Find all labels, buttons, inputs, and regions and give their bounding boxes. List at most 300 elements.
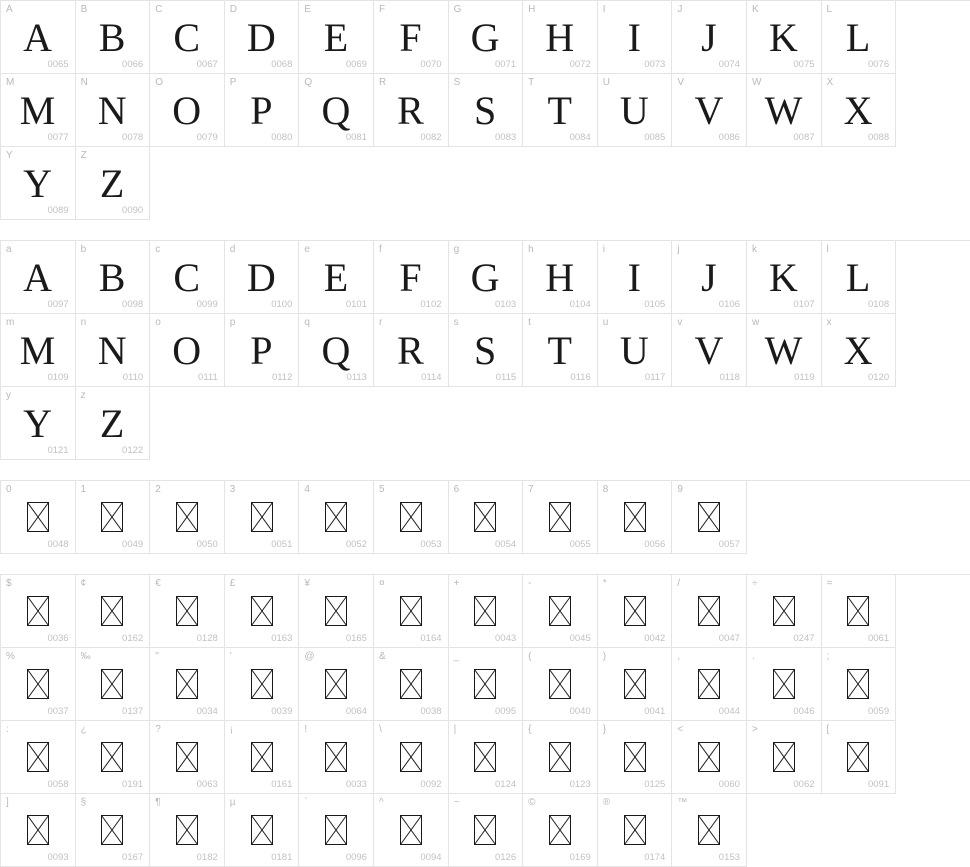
glyph-char-label: ] [6, 797, 9, 808]
glyph-cell[interactable] [76, 1, 151, 74]
glyph-char-label: . [751, 651, 755, 662]
notdef-glyph-icon [847, 596, 869, 626]
glyph-render: F [399, 254, 423, 300]
glyph-render: Z [99, 400, 125, 446]
glyph-cell[interactable] [1, 648, 76, 721]
glyph-cell[interactable] [672, 314, 747, 387]
glyph-render [598, 733, 672, 781]
notdef-glyph-icon [101, 742, 123, 772]
glyph-cell[interactable] [150, 74, 225, 147]
glyph-cell[interactable] [374, 575, 449, 648]
glyph-char-label: } [602, 724, 607, 735]
glyph-cell[interactable] [747, 575, 822, 648]
glyph-cell[interactable] [374, 481, 449, 554]
glyph-render: Y [23, 400, 53, 446]
notdef-glyph-icon [549, 669, 571, 699]
glyph-cell[interactable] [747, 74, 822, 147]
notdef-glyph-icon [251, 669, 273, 699]
glyph-cell[interactable] [76, 721, 151, 794]
notdef-glyph-icon [400, 742, 422, 772]
glyph-render [523, 733, 597, 781]
glyph-cell[interactable] [523, 794, 598, 867]
notdef-glyph-icon [624, 815, 646, 845]
glyph-code-label: 0046 [793, 706, 815, 717]
glyph-cell[interactable] [76, 74, 151, 147]
glyph-cell[interactable] [225, 74, 300, 147]
glyph-cell[interactable] [672, 648, 747, 721]
glyph-cell[interactable] [299, 575, 374, 648]
glyph-cell[interactable] [76, 794, 151, 867]
glyph-code-label: 0098 [122, 299, 144, 310]
glyph-cell[interactable] [76, 575, 151, 648]
glyph-cell[interactable] [747, 314, 822, 387]
glyph-cell[interactable] [225, 721, 300, 794]
glyph-cell[interactable] [1, 481, 76, 554]
glyph-cell[interactable] [1, 241, 76, 314]
glyph-code-label: 0103 [495, 299, 517, 310]
glyph-render: P [250, 87, 273, 133]
glyph-code-label: 0075 [793, 59, 815, 70]
glyph-code-label: 0085 [644, 132, 666, 143]
glyph-code-label: 0182 [196, 852, 218, 863]
glyph-char-label: $ [6, 578, 12, 589]
glyph-cell[interactable] [523, 721, 598, 794]
glyph-cell[interactable] [598, 575, 673, 648]
glyph-char-label: § [80, 797, 87, 808]
glyph-char-label: n [80, 317, 87, 328]
glyph-render: M [19, 87, 56, 133]
glyph-render: J [701, 254, 718, 300]
glyph-code-label: 0070 [420, 59, 442, 70]
glyph-char-label: / [677, 578, 681, 589]
glyph-code-label: 0056 [644, 539, 666, 550]
notdef-glyph-icon [773, 596, 795, 626]
notdef-glyph-icon [549, 815, 571, 845]
glyph-render [1, 733, 75, 781]
notdef-glyph-icon [624, 742, 646, 772]
notdef-glyph-icon [101, 669, 123, 699]
glyph-char-label: c [155, 244, 161, 255]
glyph-render: S [473, 327, 497, 373]
glyph-cell[interactable] [150, 314, 225, 387]
notdef-glyph-icon [325, 815, 347, 845]
glyph-code-label: 0043 [495, 633, 517, 644]
glyph-code-label: 0038 [420, 706, 442, 717]
glyph-char-label: = [826, 578, 833, 589]
glyph-char-label: : [6, 724, 9, 735]
glyph-block-lowercase-latin [0, 240, 970, 460]
glyph-render: O [172, 327, 202, 373]
glyph-render [598, 806, 672, 854]
glyph-cell[interactable] [449, 575, 524, 648]
glyph-cell[interactable] [1, 575, 76, 648]
glyph-cell[interactable] [1, 387, 76, 460]
glyph-render [822, 587, 896, 635]
glyph-char-label: L [826, 4, 833, 15]
glyph-cell[interactable] [225, 794, 300, 867]
glyph-cell[interactable] [598, 1, 673, 74]
glyph-cell[interactable] [523, 241, 598, 314]
glyph-cell[interactable] [76, 147, 151, 220]
glyph-cell[interactable] [150, 575, 225, 648]
glyph-render [1, 587, 75, 635]
glyph-cell[interactable] [76, 648, 151, 721]
glyph-render: S [473, 87, 497, 133]
glyph-render: G [470, 254, 501, 300]
glyph-cell[interactable] [1, 721, 76, 794]
glyph-char-label: ¿ [80, 724, 87, 735]
glyph-render [76, 660, 150, 708]
glyph-code-label: 0053 [420, 539, 442, 550]
glyph-char-label: k [751, 244, 757, 255]
glyph-cell[interactable] [1, 74, 76, 147]
notdef-glyph-icon [474, 502, 496, 532]
glyph-render [374, 493, 448, 541]
glyph-cell[interactable] [672, 721, 747, 794]
glyph-code-label: 0074 [718, 59, 740, 70]
glyph-cell[interactable] [374, 721, 449, 794]
glyph-cell[interactable] [150, 481, 225, 554]
glyph-code-label: 0045 [569, 633, 591, 644]
glyph-cell[interactable] [225, 241, 300, 314]
glyph-cell[interactable] [523, 575, 598, 648]
glyph-render: I [627, 14, 642, 60]
glyph-cell[interactable] [299, 314, 374, 387]
glyph-render: W [764, 87, 803, 133]
glyph-render [598, 587, 672, 635]
glyph-char-label: C [155, 4, 163, 15]
glyph-code-label: 0072 [569, 59, 591, 70]
glyph-code-label: 0036 [47, 633, 69, 644]
glyph-cell[interactable] [523, 314, 598, 387]
glyph-cell[interactable] [672, 481, 747, 554]
notdef-glyph-icon [176, 815, 198, 845]
glyph-code-label: 0076 [867, 59, 890, 70]
glyph-cell[interactable] [822, 314, 897, 387]
glyph-char-label: I [602, 4, 606, 15]
glyph-cell[interactable] [76, 387, 151, 460]
glyph-cell[interactable] [150, 241, 225, 314]
notdef-glyph-icon [251, 596, 273, 626]
glyph-code-label: 0111 [198, 372, 218, 383]
glyph-char-label: q [304, 317, 310, 328]
glyph-cell[interactable] [150, 794, 225, 867]
glyph-render: N [97, 87, 128, 133]
glyph-cell[interactable] [598, 721, 673, 794]
glyph-cell[interactable] [76, 314, 151, 387]
glyph-render: Z [99, 160, 125, 206]
glyph-cell[interactable] [449, 1, 524, 74]
glyph-cell[interactable] [598, 74, 673, 147]
glyph-char-label: X [826, 77, 834, 88]
glyph-render [299, 660, 373, 708]
glyph-render [1, 806, 75, 854]
glyph-render: R [397, 87, 425, 133]
glyph-cell[interactable] [449, 721, 524, 794]
notdef-glyph-icon [474, 669, 496, 699]
glyph-render: O [172, 87, 202, 133]
glyph-char-label: l [826, 244, 829, 255]
glyph-render [523, 660, 597, 708]
glyph-render [225, 587, 299, 635]
glyph-code-label: 0120 [867, 372, 890, 383]
glyph-code-label: 0162 [122, 633, 144, 644]
glyph-code-label: 0052 [345, 539, 367, 550]
glyph-cell[interactable] [672, 74, 747, 147]
glyph-cell[interactable] [374, 1, 449, 74]
glyph-code-label: 0169 [569, 852, 591, 863]
glyph-char-label: 8 [602, 484, 609, 495]
glyph-code-label: 0078 [122, 132, 144, 143]
glyph-code-label: 0096 [345, 852, 367, 863]
glyph-code-label: 0069 [345, 59, 367, 70]
glyph-char-label: > [751, 724, 758, 735]
glyph-render [374, 660, 448, 708]
glyph-cell[interactable] [1, 314, 76, 387]
glyph-char-label: d [229, 244, 236, 255]
glyph-code-label: 0113 [346, 372, 367, 383]
glyph-cell[interactable] [822, 648, 897, 721]
glyph-cell[interactable] [747, 1, 822, 74]
glyph-char-label: g [453, 244, 460, 255]
glyph-render [449, 733, 523, 781]
glyph-code-label: 0099 [196, 299, 218, 310]
notdef-glyph-icon [176, 742, 198, 772]
glyph-render: A [23, 14, 53, 60]
glyph-render [822, 733, 896, 781]
glyph-cell[interactable] [449, 794, 524, 867]
glyph-code-label: 0077 [47, 132, 69, 143]
glyph-char-label: z [80, 390, 86, 401]
glyph-code-label: 0083 [495, 132, 517, 143]
glyph-char-label: ? [155, 724, 161, 735]
glyph-cell[interactable] [672, 1, 747, 74]
glyph-cell[interactable] [374, 74, 449, 147]
glyph-cell[interactable] [299, 648, 374, 721]
glyph-code-label: 0123 [569, 779, 591, 790]
glyph-code-label: 0121 [47, 445, 69, 456]
glyph-cell[interactable] [747, 241, 822, 314]
glyph-render: V [694, 87, 724, 133]
glyph-code-label: 0063 [196, 779, 218, 790]
block-spacer [0, 460, 970, 480]
glyph-code-label: 0042 [644, 633, 666, 644]
glyph-cell[interactable] [449, 481, 524, 554]
glyph-cell[interactable] [449, 241, 524, 314]
glyph-cell[interactable] [449, 74, 524, 147]
glyph-cell[interactable] [523, 1, 598, 74]
glyph-render [225, 733, 299, 781]
glyph-code-label: 0087 [793, 132, 815, 143]
notdef-glyph-icon [101, 815, 123, 845]
glyph-code-label: 0107 [793, 299, 815, 310]
glyph-char-label: _ [453, 651, 460, 662]
glyph-code-label: 0137 [122, 706, 144, 717]
glyph-code-label: 0049 [122, 539, 144, 550]
glyph-cell[interactable] [598, 481, 673, 554]
glyph-cell[interactable] [523, 481, 598, 554]
glyph-cell[interactable] [747, 721, 822, 794]
glyph-code-label: 0117 [644, 372, 666, 383]
glyph-code-label: 0102 [420, 299, 442, 310]
notdef-glyph-icon [176, 502, 198, 532]
glyph-cell[interactable] [672, 575, 747, 648]
glyph-cell[interactable] [76, 481, 151, 554]
glyph-render [76, 733, 150, 781]
glyph-char-label: * [602, 578, 607, 589]
glyph-cell[interactable] [150, 1, 225, 74]
glyph-render: E [323, 14, 349, 60]
glyph-cell[interactable] [225, 1, 300, 74]
glyph-cell[interactable] [822, 74, 897, 147]
glyph-code-label: 0080 [271, 132, 293, 143]
glyph-cell[interactable] [598, 241, 673, 314]
glyph-cell[interactable] [299, 481, 374, 554]
glyph-render [672, 660, 746, 708]
glyph-cell[interactable] [1, 794, 76, 867]
notdef-glyph-icon [549, 502, 571, 532]
glyph-render [76, 587, 150, 635]
glyph-code-label: 0060 [718, 779, 740, 790]
glyph-cell[interactable] [1, 147, 76, 220]
glyph-cell[interactable] [225, 314, 300, 387]
glyph-char-label: y [6, 390, 11, 401]
glyph-char-label: ™ [677, 797, 688, 808]
glyph-code-label: 0050 [196, 539, 218, 550]
glyph-code-label: 0091 [867, 779, 890, 790]
glyph-render: L [845, 14, 871, 60]
glyph-cell[interactable] [598, 794, 673, 867]
glyph-cell[interactable] [523, 74, 598, 147]
glyph-cell[interactable] [76, 241, 151, 314]
glyph-char-label: ÷ [751, 578, 758, 589]
notdef-glyph-icon [474, 742, 496, 772]
glyph-cell[interactable] [672, 794, 747, 867]
notdef-glyph-icon [773, 742, 795, 772]
notdef-glyph-icon [698, 669, 720, 699]
glyph-code-label: 0086 [718, 132, 740, 143]
glyph-render [374, 806, 448, 854]
glyph-cell[interactable] [374, 314, 449, 387]
glyph-code-label: 0097 [47, 299, 69, 310]
glyph-char-label: f [378, 244, 382, 255]
notdef-glyph-icon [549, 596, 571, 626]
glyph-render [225, 493, 299, 541]
block-spacer [0, 554, 970, 574]
glyph-cell[interactable] [747, 648, 822, 721]
glyph-cell[interactable] [299, 241, 374, 314]
glyph-cell[interactable] [449, 314, 524, 387]
glyph-code-label: 0051 [271, 539, 293, 550]
glyph-render: N [97, 327, 128, 373]
glyph-cell[interactable] [225, 648, 300, 721]
glyph-char-label: Q [304, 77, 313, 88]
glyph-render: F [399, 14, 423, 60]
glyph-render: I [627, 254, 642, 300]
glyph-char-label: ^ [378, 797, 384, 808]
glyph-render [225, 806, 299, 854]
glyph-code-label: 0044 [718, 706, 740, 717]
glyph-render: Q [321, 327, 351, 373]
glyph-cell[interactable] [822, 575, 897, 648]
glyph-cell[interactable] [299, 794, 374, 867]
glyph-char-label: 3 [229, 484, 236, 495]
glyph-render [449, 587, 523, 635]
glyph-cell[interactable] [598, 314, 673, 387]
glyph-code-label: 0082 [420, 132, 442, 143]
glyph-cell[interactable] [374, 794, 449, 867]
glyph-render: P [250, 327, 273, 373]
glyph-render [449, 806, 523, 854]
glyph-render: L [845, 254, 871, 300]
glyph-code-label: 0040 [569, 706, 591, 717]
glyph-cell[interactable] [225, 481, 300, 554]
glyph-render [76, 493, 150, 541]
glyph-cell[interactable] [822, 721, 897, 794]
notdef-glyph-icon [27, 669, 49, 699]
glyph-cell[interactable] [523, 648, 598, 721]
glyph-cell[interactable] [150, 648, 225, 721]
glyph-char-label: F [378, 4, 386, 15]
glyph-char-label: N [80, 77, 88, 88]
glyph-cell[interactable] [150, 721, 225, 794]
notdef-glyph-icon [474, 596, 496, 626]
glyph-code-label: 0109 [47, 372, 69, 383]
glyph-render: J [701, 14, 718, 60]
glyph-cell[interactable] [1, 1, 76, 74]
glyph-cell[interactable] [822, 241, 897, 314]
glyph-char-label: 7 [528, 484, 534, 495]
glyph-code-label: 0033 [345, 779, 367, 790]
notdef-glyph-icon [474, 815, 496, 845]
glyph-code-label: 0065 [47, 59, 69, 70]
glyph-cell[interactable] [225, 575, 300, 648]
glyph-cell[interactable] [299, 1, 374, 74]
glyph-render: H [545, 14, 575, 60]
glyph-code-label: 0088 [867, 132, 890, 143]
glyph-char-label: < [677, 724, 684, 735]
glyph-code-label: 0071 [495, 59, 517, 70]
glyph-render: Y [23, 160, 53, 206]
glyph-cell[interactable] [374, 241, 449, 314]
glyph-render: A [23, 254, 53, 300]
glyph-char-label: ~ [453, 797, 460, 808]
glyph-char-label: 0 [6, 484, 12, 495]
glyph-render [449, 493, 523, 541]
glyph-code-label: 0164 [420, 633, 442, 644]
glyph-render [523, 493, 597, 541]
glyph-cell[interactable] [299, 74, 374, 147]
glyph-cell[interactable] [374, 648, 449, 721]
glyph-code-label: 0181 [271, 852, 293, 863]
glyph-code-label: 0059 [867, 706, 890, 717]
glyph-cell[interactable] [598, 648, 673, 721]
glyph-code-label: 0092 [420, 779, 442, 790]
notdef-glyph-icon [176, 669, 198, 699]
glyph-code-label: 0095 [495, 706, 517, 717]
glyph-cell[interactable] [672, 241, 747, 314]
glyph-cell[interactable] [822, 1, 897, 74]
glyph-cell[interactable] [449, 648, 524, 721]
glyph-code-label: 0247 [793, 633, 815, 644]
glyph-code-label: 0191 [122, 779, 144, 790]
glyph-render: R [397, 327, 425, 373]
glyph-code-label: 0064 [345, 706, 367, 717]
glyph-code-label: 0161 [271, 779, 293, 790]
glyph-code-label: 0105 [644, 299, 666, 310]
glyph-render [225, 660, 299, 708]
glyph-cell[interactable] [299, 721, 374, 794]
